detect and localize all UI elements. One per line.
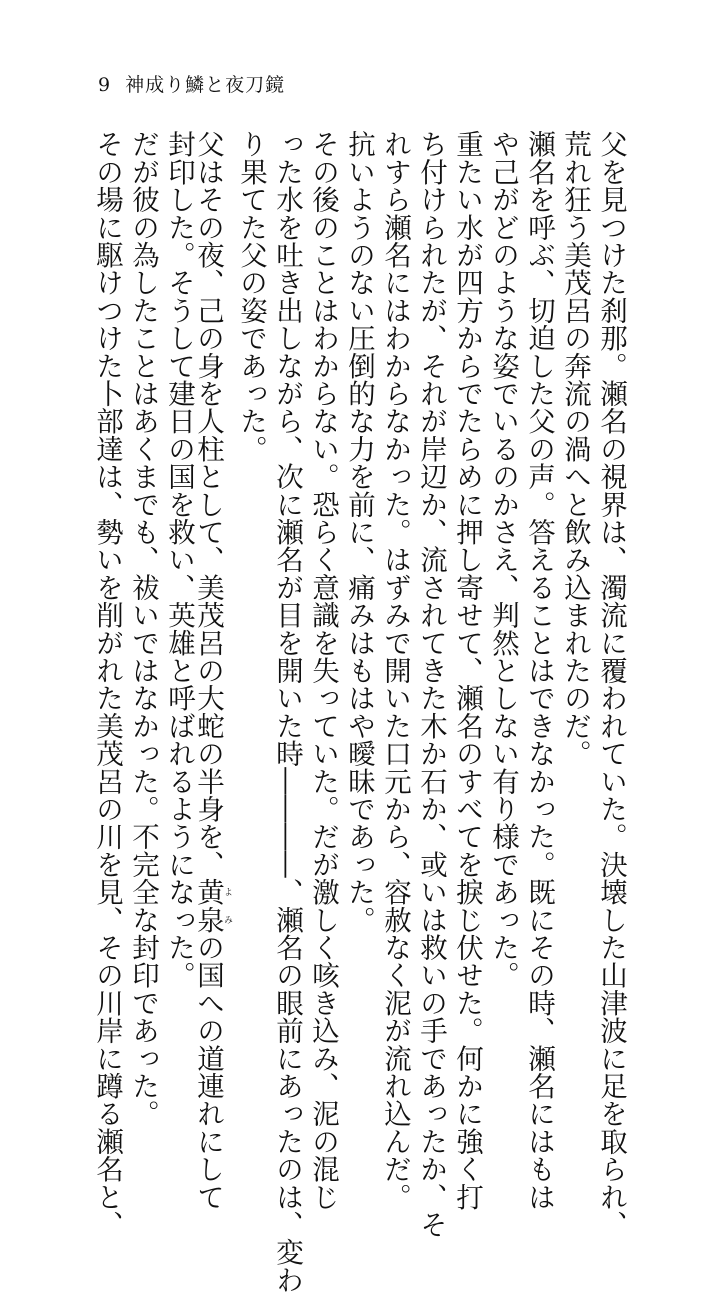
text-column-4: や己がどのような姿でいるのかさえ、判然としない有り様であった。 <box>487 130 519 989</box>
page-number: 9 <box>98 74 112 96</box>
text-column-1: 父を見つけた刹那。瀬名の視界は、濁流に覆われていた。決壊した山津波に足を取られ、 <box>595 130 627 1238</box>
chapter-title: 神成り鱗と夜刀鏡 <box>125 74 286 96</box>
text-column-11: り果てた父の姿であった。 <box>235 130 267 463</box>
text-column-7: れすら瀬名にはわからなかった。はずみで開いた口元から、容赦なく泥が流れ込んだ。 <box>379 130 411 1211</box>
text-column-14: だが彼の為したことはあくまでも、祓いではなかった。不完全な封印であった。 <box>127 130 159 1128</box>
ruby-base: 黄泉 <box>192 877 224 934</box>
column-12-text-tail: の国への道連れにして <box>192 933 224 1211</box>
text-column-10: った水を吐き出しながら、次に瀬名が目を開いた時――――、瀬名の眼前にあったのは、変わ <box>271 130 303 1293</box>
text-column-12 <box>192 130 232 1211</box>
text-column-15: その場に駆けつけた卜部達は、勢いを削がれた美茂呂の川を見、その川岸に蹲る瀬名と、 <box>91 130 123 1238</box>
running-header <box>98 70 285 97</box>
text-column-8: 抗いようのない圧倒的な力を前に、痛みはもはや曖昧であった。 <box>343 130 375 934</box>
ruby-reading: よみ <box>222 877 232 934</box>
text-column-3: 瀬名を呼ぶ、切迫した父の声。答えることはできなかった。既にその時、瀬名にはもは <box>523 130 555 1211</box>
furigana-ruby <box>192 877 232 934</box>
text-column-2: 荒れ狂う美茂呂の奔流の渦へと飲み込まれたのだ。 <box>559 130 591 768</box>
column-12-text: 父はその夜、己の身を人柱として、美茂呂の大蛇の半身を、 <box>192 130 224 878</box>
text-column-13: 封印した。そうして建日の国を救い、英雄と呼ばれるようになった。 <box>163 130 195 989</box>
text-column-5: 重たい水が四方からでたらめに押し寄せて、瀬名のすべてを捩じ伏せた。何かに強く打 <box>451 130 483 1211</box>
text-column-9: その後のことはわからない。恐らく意識を失っていた。だが激しく咳き込み、泥の混じ <box>307 130 339 1211</box>
text-column-6: ち付けられたが、それが岸辺か、流されてきた木か石か、或いは救いの手であったか、そ <box>415 130 447 1238</box>
